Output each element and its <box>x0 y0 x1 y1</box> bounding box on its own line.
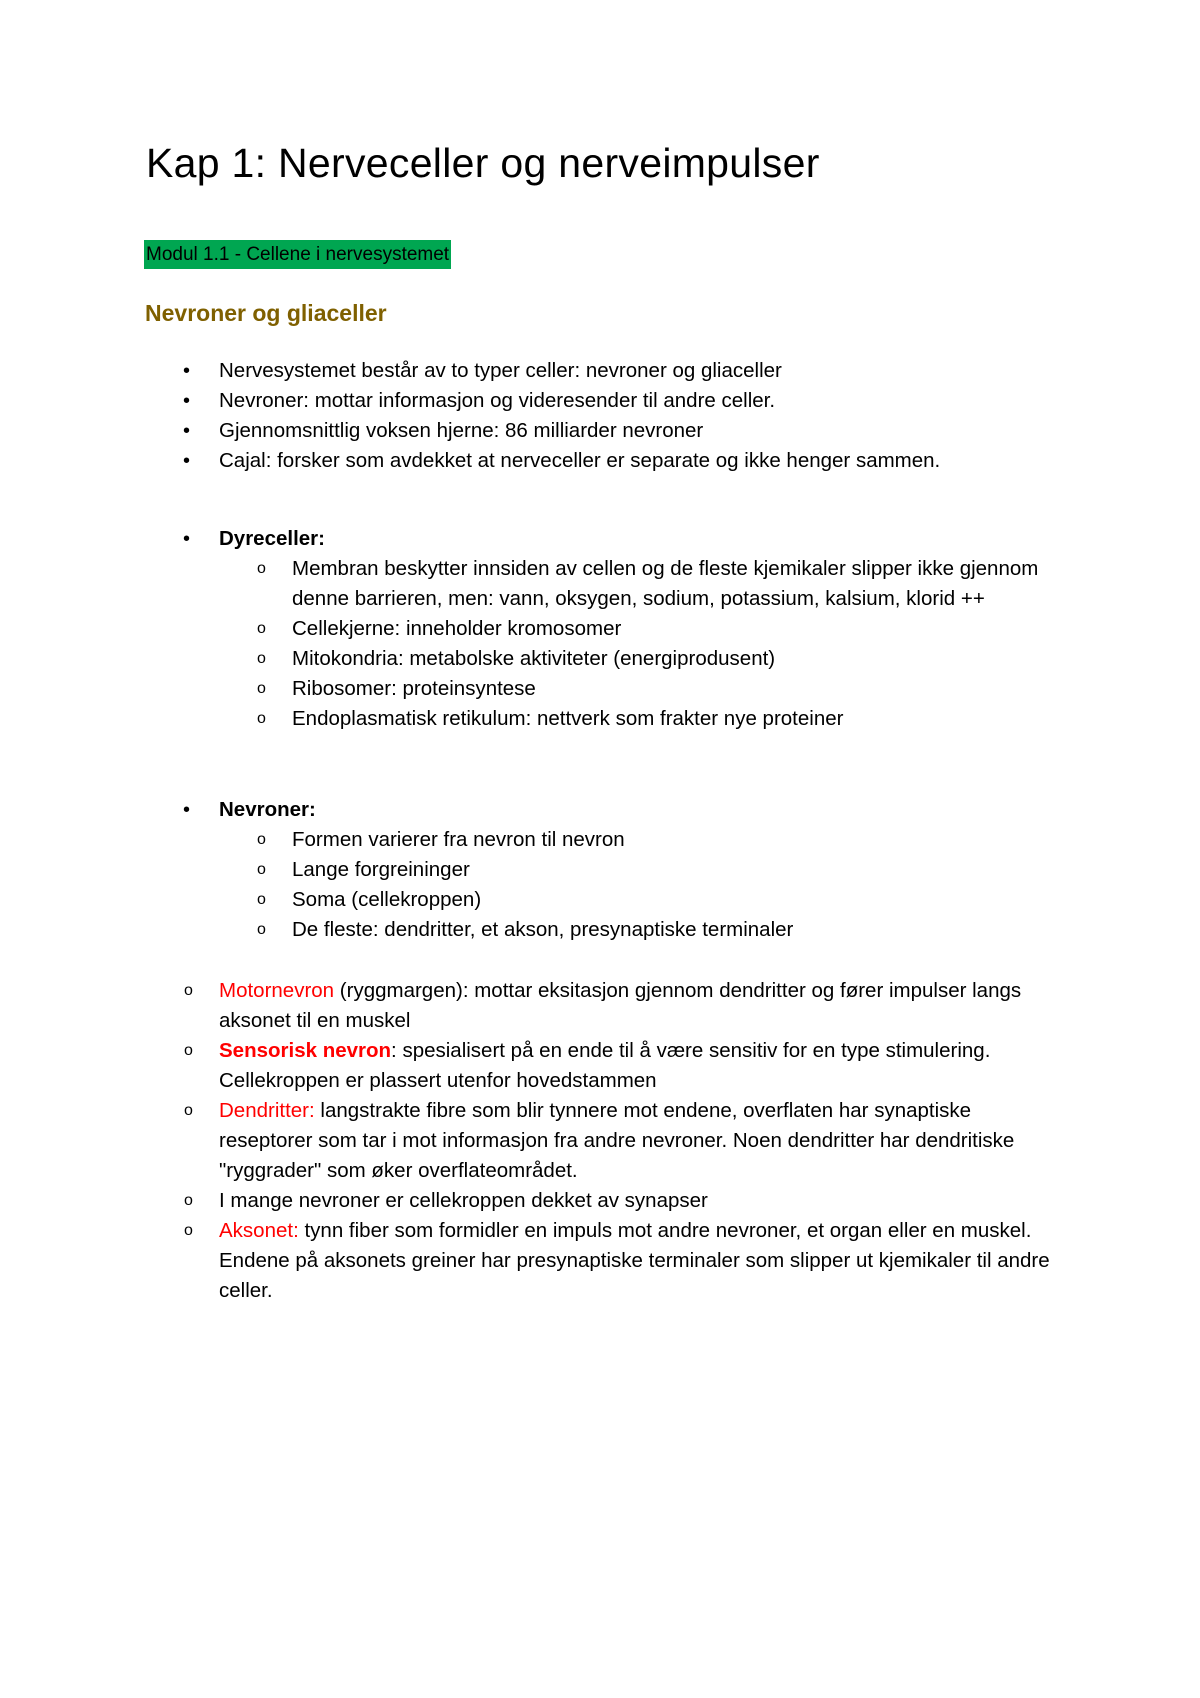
list-item-text: Cellekjerne: inneholder kromosomer <box>292 617 622 640</box>
circle-bullet-icon: o <box>184 1192 193 1209</box>
list-item <box>0 795 1059 825</box>
list-item <box>0 1216 1059 1306</box>
list-item-text: Gjennomsnittlig voksen hjerne: 86 milliarder nevroner <box>219 419 704 442</box>
circle-bullet-icon: o <box>257 650 266 667</box>
circle-bullet-icon: o <box>257 891 266 908</box>
bullet-icon: • <box>183 360 191 382</box>
list-item-text: Nervesystemet består av to typer celler: nevroner og gliaceller <box>219 359 782 382</box>
list-item <box>0 416 1059 446</box>
circle-bullet-icon: o <box>257 710 266 727</box>
circle-bullet-icon: o <box>184 1102 193 1119</box>
circle-bullet-icon: o <box>257 921 266 938</box>
circle-bullet-icon: o <box>184 1042 193 1059</box>
circle-bullet-icon: o <box>257 560 266 577</box>
list-item-text: langstrakte fibre som blir tynnere mot endene, overflaten har synaptiske reseptorer som tar i mot informasjon fra andre nevroner. Noen dendritter har dendritiske "ryggrader" som øker overflateområdet. <box>219 1099 1015 1182</box>
circle-bullet-icon: o <box>257 861 266 878</box>
list-item-text: Endoplasmatisk retikulum: nettverk som frakter nye proteiner <box>292 707 844 730</box>
list-item-text: tynn fiber som formidler en impuls mot andre nevroner, et organ eller en muskel. Endene på aksonets greiner har presynaptiske terminaler som slipper ut kjemikaler til andre celler. <box>219 1219 1050 1302</box>
bullet-icon: • <box>183 799 191 821</box>
list-item <box>0 825 1052 855</box>
list-item <box>0 704 1052 734</box>
list-item <box>0 386 1059 416</box>
list-item <box>0 1186 1059 1216</box>
circle-bullet-icon: o <box>257 620 266 637</box>
dyreceller-sublist <box>0 554 1200 734</box>
list-item-text: Formen varierer fra nevron til nevron <box>292 828 625 851</box>
nevroner-sublist <box>0 825 1200 945</box>
list-item <box>0 524 1059 554</box>
nevroner-label: Nevroner: <box>219 798 316 821</box>
term-dendritter: Dendritter: <box>219 1099 315 1122</box>
list-item-text: Soma (cellekroppen) <box>292 888 482 911</box>
list-item-text: (ryggmargen): mottar eksitasjon gjennom dendritter og fører impulser langs aksonet til en muskel <box>219 979 1022 1032</box>
term-motornevron: Motornevron <box>219 979 335 1002</box>
dyreceller-label: Dyreceller: <box>219 527 325 550</box>
list-item-text: Mitokondria: metabolske aktiviteter (energiprodusent) <box>292 647 776 670</box>
nevroner-list <box>0 795 1200 825</box>
list-item <box>0 976 1059 1036</box>
circle-bullet-icon: o <box>257 680 266 697</box>
list-item-text: Membran beskytter innsiden av cellen og de fleste kjemikaler slipper ikke gjennom denne barrieren, men: vann, oksygen, sodium, potassium, kalsium, klorid ++ <box>292 557 1039 610</box>
list-item <box>0 446 1059 476</box>
details-list <box>0 976 1200 1306</box>
list-item <box>0 1036 1059 1096</box>
list-item-text: Ribosomer: proteinsyntese <box>292 677 536 700</box>
list-item <box>0 644 1052 674</box>
bullet-icon: • <box>183 528 191 550</box>
list-item-text: De fleste: dendritter, et akson, presynaptiske terminaler <box>292 918 794 941</box>
circle-bullet-icon: o <box>184 982 193 999</box>
list-item-text: Cajal: forsker som avdekket at nerveceller er separate og ikke henger sammen. <box>219 449 941 472</box>
circle-bullet-icon: o <box>184 1222 193 1239</box>
dyreceller-list <box>0 524 1200 554</box>
bullet-icon: • <box>183 390 191 412</box>
term-sensorisk-nevron: Sensorisk nevron <box>219 1039 392 1062</box>
term-aksonet: Aksonet: <box>219 1219 299 1242</box>
circle-bullet-icon: o <box>257 831 266 848</box>
bullet-icon: • <box>183 420 191 442</box>
list-item <box>0 915 1052 945</box>
list-item-text: I mange nevroner er cellekroppen dekket av synapser <box>219 1189 708 1212</box>
list-item <box>0 356 1059 386</box>
list-item-text: : spesialisert på en ende til å være sensitiv for en type stimulering. Cellekroppen er plassert utenfor hovedstammen <box>219 1039 991 1092</box>
list-item <box>0 674 1052 704</box>
module-label: Modul 1.1 - Cellene i nervesystemet <box>144 240 451 269</box>
list-item-text: Nevroner: mottar informasjon og videresender til andre celler. <box>219 389 776 412</box>
section-heading: Nevroner og gliaceller <box>145 300 387 326</box>
bullet-icon: • <box>183 450 191 472</box>
list-item <box>0 885 1052 915</box>
list-item <box>0 1096 1059 1186</box>
list-item <box>0 554 1052 614</box>
intro-bullet-list <box>0 356 1200 476</box>
list-item-text: Lange forgreininger <box>292 858 470 881</box>
list-item <box>0 855 1052 885</box>
list-item <box>0 614 1052 644</box>
page-title: Kap 1: Nerveceller og nerveimpulser <box>146 140 820 186</box>
